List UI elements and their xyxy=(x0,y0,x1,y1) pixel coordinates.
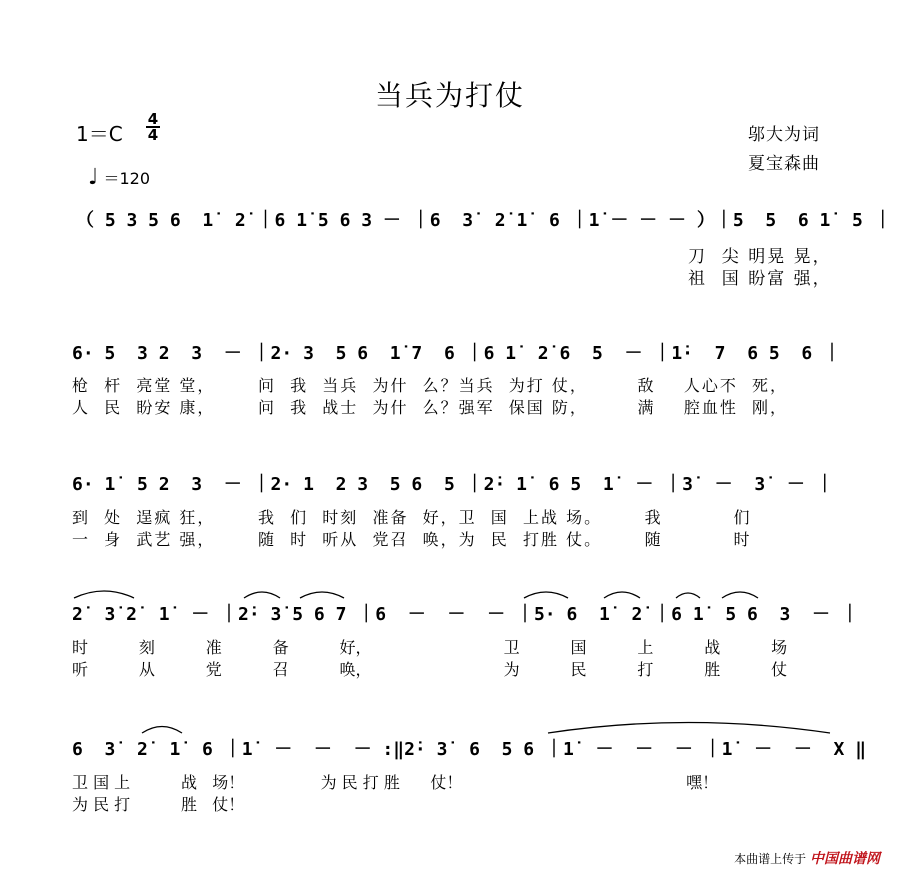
tempo-value: ＝120 xyxy=(103,169,151,188)
lyric-row-3-verse-1: 到 处 逞疯 狂， 我 们 时刻 准备 好，卫 国 上战 场。 我 们 xyxy=(72,508,752,527)
upload-footer xyxy=(734,848,880,868)
slur-row5-b xyxy=(548,723,830,734)
notation-row-1: （ 5 3 5 6 1̇ 2̇ ｜6 1̇ 5 6 3 － ｜6 3̇ 2̇ 1̇ 6 ｜1̇ － － － ）｜5 5 6 1̇ 5 ｜ xyxy=(76,210,892,231)
page-title: 当兵为打仗 xyxy=(374,79,525,112)
lyric-row-4-verse-2: 听 从 党 召 唤， 为 民 打 胜 仗 xyxy=(72,660,788,679)
lyric-row-2-verse-1: 枪 杆 亮堂 堂， 问 我 当兵 为什 么？当兵 为打 仗， 敌 人心不 死， xyxy=(72,376,789,395)
lyric-row-3-verse-2: 一 身 武艺 强， 随 时 听从 党召 唤，为 民 打胜 仗。 随 时 xyxy=(72,530,752,549)
lyric-row-5-verse-1: 卫 国 上 战 场！ 为 民 打 胜 仗！ 嘿！ xyxy=(72,773,719,792)
lyric-row-1-verse-2: 祖 国 盼富 强， xyxy=(688,269,832,289)
tempo-marking xyxy=(88,165,150,190)
composer-credit: 夏宝森曲 xyxy=(748,154,820,174)
notation-row-5: 6 3̇ 2̇ 1̇ 6 ｜1̇ － － － :‖2̇· 3̇ 6 5 6 ｜1̇ － － － ｜1̇ － － X ‖ xyxy=(72,739,867,760)
lyric-row-5-verse-2: 为 民 打 胜 仗！ xyxy=(72,795,245,814)
slur-row5-a xyxy=(142,727,182,734)
time-signature-top: 4 xyxy=(147,110,159,128)
site-logo: 中国曲谱网 xyxy=(810,851,880,867)
notation-row-4: 2̇ 3̇ 2̇ 1̇ － ｜2̇· 3̇ 5 6 7 ｜6 － － － ｜5· 6 1̇ 2̇ ｜6 1̇ 5 6 3 － ｜ xyxy=(72,604,859,625)
slur-row4-f xyxy=(676,593,700,598)
quarter-note-icon: ♩ xyxy=(88,165,99,190)
lyricist-credit: 邬大为词 xyxy=(748,125,820,145)
footer-label: 本曲谱上传于 xyxy=(734,852,807,866)
notation-row-2: 6· 5 3 2 3 － ｜2· 3 5 6 1̇ 7 6 ｜6 1̇ 2̇ 6 5 － ｜1̇· 7 6 5 6 ｜ xyxy=(72,343,842,364)
slur-row4-e xyxy=(604,592,640,598)
time-signature xyxy=(146,112,160,142)
lyric-row-2-verse-2: 人 民 盼安 康， 问 我 战士 为什 么？强军 保国 防， 满 腔血性 刚， xyxy=(72,398,789,417)
lyric-row-4-verse-1: 时 刻 准 备 好， 卫 国 上 战 场 xyxy=(72,638,788,657)
notation-row-3: 6· 1̇ 5 2 3 － ｜2· 1 2 3 5 6 5 ｜2̇· 1̇ 6 5 1̇ － ｜3̇ － 3̇ － ｜ xyxy=(72,474,834,495)
lyric-row-1-verse-1: 刀 尖 明晃 晃， xyxy=(688,247,832,267)
slur-row4-a xyxy=(74,591,134,598)
slur-row4-d xyxy=(524,592,568,598)
slur-row4-b xyxy=(244,592,280,598)
key-signature: 1＝C xyxy=(76,122,123,146)
slur-row4-g xyxy=(722,592,758,598)
slur-row4-c xyxy=(300,592,344,598)
time-signature-bottom: 4 xyxy=(147,126,159,144)
